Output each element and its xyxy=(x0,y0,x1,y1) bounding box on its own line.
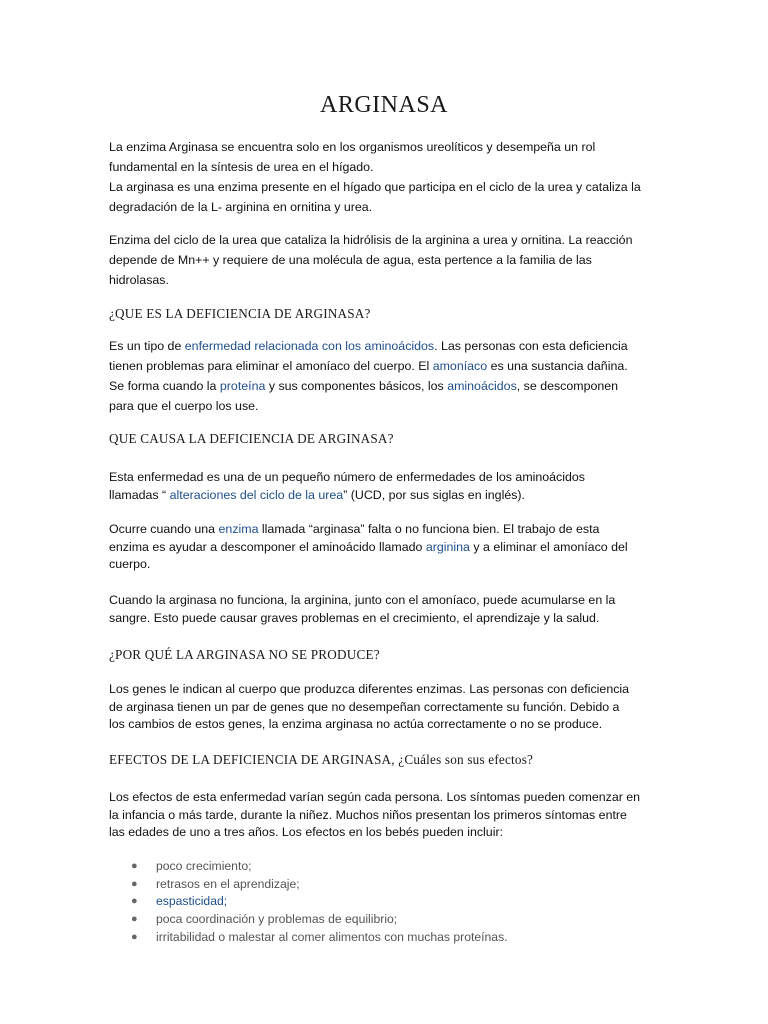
list-item-text: poco crecimiento; xyxy=(156,859,252,873)
section2-paragraph-2 xyxy=(109,521,669,574)
text-run: Ocurre cuando una xyxy=(109,522,219,536)
section1-paragraph xyxy=(109,336,669,416)
text-run: la infancia o más tarde, durante la niñez. Muchos niños presentan los primeros síntomas entre xyxy=(109,807,627,822)
text-run: llamadas “ xyxy=(109,487,170,502)
bullet-icon: ● xyxy=(131,895,138,908)
section4-paragraph xyxy=(109,789,669,842)
section-heading-que-es: ¿QUE ES LA DEFICIENCIA DE ARGINASA? xyxy=(109,306,371,321)
section2-paragraph-3 xyxy=(109,592,669,627)
document-title: ARGINASA xyxy=(319,92,448,118)
text-run: Los efectos de esta enfermedad varían según cada persona. Los síntomas pueden comenzar en xyxy=(109,790,641,804)
intro-paragraph-2 xyxy=(109,230,669,290)
list-item xyxy=(109,893,669,911)
text-run: enzima es ayudar a descomponer el aminoácido llamado xyxy=(109,539,426,554)
list-item xyxy=(109,858,669,876)
list-item-text: poca coordinación y problemas de equilibrio; xyxy=(156,912,398,927)
text-run: Esta enfermedad es una de un pequeño número de enfermedades de los aminoácidos xyxy=(109,470,585,484)
section2-paragraph-1 xyxy=(109,469,669,504)
text-run: sangre. Esto puede causar graves problemas en el crecimiento, el aprendizaje y la salud. xyxy=(109,610,600,625)
effects-bullet-list xyxy=(109,858,669,947)
intro-line: depende de Mn++ y requiere de una molécula de agua, esta pertence a la familia de las xyxy=(109,253,592,267)
text-run: tienen problemas para eliminar el amoníaco del cuerpo. El xyxy=(109,359,433,373)
link-enzima[interactable]: enzima xyxy=(218,522,259,536)
text-run: llamada “arginasa” falta o no funciona bien. El trabajo de esta xyxy=(258,522,600,536)
link-arginina[interactable]: arginina xyxy=(425,539,470,554)
link-aminoacidos[interactable]: aminoácidos xyxy=(447,379,517,393)
text-run: y sus componentes básicos, los xyxy=(265,379,448,393)
text-run: Es un tipo de xyxy=(109,339,185,353)
intro-line: hidrolasas. xyxy=(109,273,169,287)
text-run: cuerpo. xyxy=(109,557,151,571)
link-proteina[interactable]: proteína xyxy=(219,379,266,393)
list-item xyxy=(109,876,669,894)
list-item-text: ; xyxy=(223,894,228,909)
text-run: Los genes le indican al cuerpo que produzca diferentes enzimas. Las personas con deficiencia xyxy=(109,682,630,696)
section-heading-efectos: EFECTOS DE LA DEFICIENCIA DE ARGINASA, ¿Cuáles son sus efectos? xyxy=(109,752,534,767)
list-item xyxy=(109,911,669,929)
list-item xyxy=(109,929,669,947)
bullet-icon: ● xyxy=(131,877,138,890)
text-run: Se forma cuando la xyxy=(109,379,220,393)
bullet-icon: ● xyxy=(131,860,138,872)
text-run: ” (UCD, por sus siglas en inglés). xyxy=(343,487,525,502)
intro-line: fundamental en la síntesis de urea en el hígado. xyxy=(109,160,374,174)
intro-line: La arginasa es una enzima presente en el hígado que participa en el ciclo de la urea y cataliza la xyxy=(109,180,641,194)
text-run: , se descomponen xyxy=(516,379,619,393)
text-run: para que el cuerpo los use. xyxy=(109,399,259,413)
text-run: los cambios de estos genes, la enzima arginasa no actúa correctamente o no se produce. xyxy=(109,717,603,731)
link-amoniaco[interactable]: amoníaco xyxy=(432,359,488,373)
list-item-text: irritabilidad o malestar al comer alimentos con muchas proteínas. xyxy=(156,929,508,944)
text-run: las edades de uno a tres años. Los efectos en los bebés pueden incluir: xyxy=(109,825,504,839)
bullet-icon: ● xyxy=(131,913,138,926)
section-heading-por-que: ¿POR QUÉ LA ARGINASA NO SE PRODUCE? xyxy=(109,647,380,662)
link-alteraciones-ciclo-urea[interactable]: alteraciones del ciclo de la urea xyxy=(169,487,344,502)
text-run: Cuando la arginasa no funciona, la arginina, junto con el amoníaco, puede acumularse en la xyxy=(109,593,616,607)
section3-paragraph xyxy=(109,681,669,734)
text-run: y a eliminar el amoníaco del xyxy=(469,539,628,554)
intro-line: degradación de la L- arginina en ornitina y urea. xyxy=(109,200,373,214)
intro-line: Enzima del ciclo de la urea que cataliza la hidrólisis de la arginina a urea y ornitina. La reacción xyxy=(109,233,633,247)
link-espasticidad[interactable]: espasticidad xyxy=(156,894,224,909)
text-run: de arginasa tienen un par de genes que no desempeñan correctamente su función. Debido a xyxy=(109,699,620,714)
text-run: . Las personas con esta deficiencia xyxy=(434,339,628,353)
link-enfermedad-aminoacidos[interactable]: enfermedad relacionada con los aminoácidos xyxy=(184,339,435,353)
list-item-text: retrasos en el aprendizaje; xyxy=(156,876,300,891)
text-run: es una sustancia dañina. xyxy=(487,359,628,373)
section-heading-que-causa: QUE CAUSA LA DEFICIENCIA DE ARGINASA? xyxy=(109,431,394,446)
intro-paragraph-1 xyxy=(109,137,669,217)
intro-line: La enzima Arginasa se encuentra solo en los organismos ureolíticos y desempeña un rol xyxy=(109,140,596,154)
bullet-icon: ● xyxy=(131,930,138,943)
